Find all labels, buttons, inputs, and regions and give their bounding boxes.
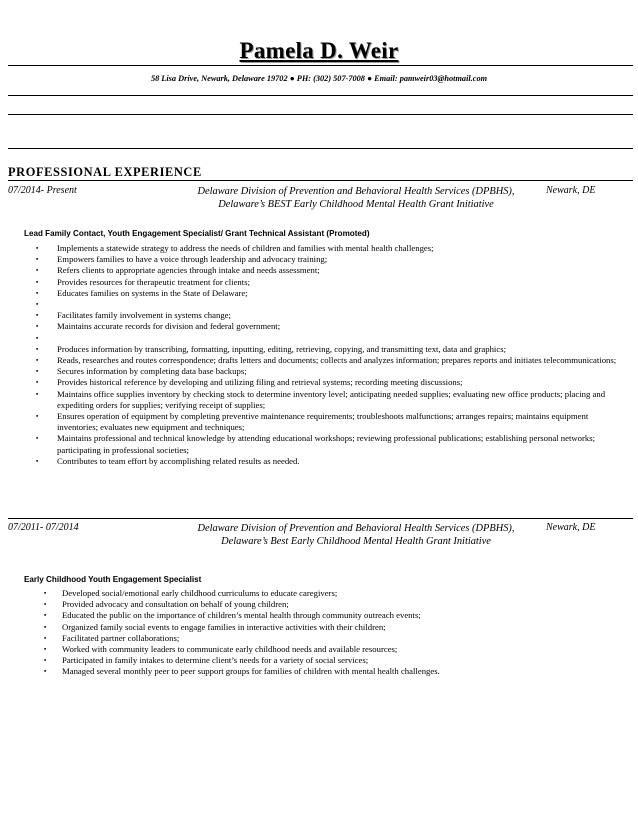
duty-item — [36, 276, 627, 288]
org-line: Delaware’s Best Early Childhood Mental Health Grant Initiative — [221, 535, 491, 547]
resume-name: Pamela D. Weir — [239, 38, 399, 63]
job-title: Lead Family Contact, Youth Engagement Specialist/ Grant Technical Assistant (Promoted) — [24, 229, 370, 238]
duty-item — [36, 254, 627, 265]
duty-text: Educates families on systems in the State of Delaware; — [57, 287, 248, 298]
job-organization — [160, 186, 552, 211]
job-duties-list — [36, 243, 627, 467]
section-rule — [8, 180, 633, 181]
header-rule — [8, 65, 633, 66]
job-title: Early Childhood Youth Engagement Specialist — [24, 575, 202, 584]
duty-item — [36, 433, 627, 455]
org-line: Delaware’s BEST Early Childhood Mental Health Grant Initiative — [218, 198, 494, 210]
duty-item — [36, 310, 627, 321]
duty-item — [36, 321, 627, 332]
duty-text: Refers clients to appropriate agencies through intake and needs assessment; — [57, 265, 320, 276]
bullet-icon: ▪ — [36, 345, 39, 353]
duty-text: Contributes to team effort by accomplishing related results as needed. — [57, 455, 300, 466]
bullet-icon: ▪ — [44, 590, 47, 597]
bullet-icon: ▪ — [36, 357, 39, 365]
duty-text: Maintains accurate records for division and federal government; — [57, 321, 281, 332]
bullet-icon: ▪ — [36, 245, 39, 252]
duty-item — [36, 287, 627, 299]
bullet-icon: ▪ — [36, 312, 39, 320]
bullet-icon: ▪ — [36, 334, 39, 342]
duty-item — [36, 455, 627, 467]
duty-text: Produces information by transcribing, formatting, inputting, editing, retrieving, copying, and transmitting text, data and graphics; — [57, 343, 507, 354]
duty-item — [36, 265, 627, 276]
duty-item — [44, 610, 602, 621]
duty-item — [44, 588, 602, 599]
bullet-icon: ▪ — [36, 256, 39, 264]
duty-text — [57, 333, 59, 343]
duty-item — [36, 333, 627, 344]
divider-line — [8, 518, 633, 519]
bullet-icon: ▪ — [36, 289, 39, 297]
duty-text — [57, 299, 59, 309]
divider-line — [8, 114, 633, 115]
duty-item — [44, 621, 602, 633]
job-organization — [160, 523, 552, 548]
duty-item — [36, 243, 627, 254]
duty-text: Provided advocacy and consultation on behalf of young children; — [62, 599, 289, 610]
duty-item — [44, 655, 602, 666]
bullet-icon: ▪ — [36, 413, 39, 421]
org-line: Delaware Division of Prevention and Behavioral Health Services (DPBHS), — [197, 186, 515, 197]
divider-line — [8, 95, 633, 96]
job-duties-list — [44, 588, 602, 678]
job-dates: 07/2011- 07/2014 — [8, 522, 79, 533]
bullet-icon: ▪ — [36, 323, 39, 331]
duty-item — [36, 388, 627, 411]
duty-item — [44, 632, 602, 644]
duty-text: Organized family social events to engage families in interactive activities with their children; — [62, 621, 386, 632]
duty-text: Provides resources for therapeutic treatment for clients; — [57, 276, 250, 287]
duty-text: Facilitates family involvement in systems change; — [57, 310, 231, 321]
bullet-icon: ▪ — [44, 601, 47, 609]
bullet-icon: ▪ — [44, 612, 47, 620]
duty-item — [36, 366, 627, 377]
bullet-icon: ▪ — [36, 278, 39, 286]
duty-text: Secures information by completing data base backups; — [57, 366, 247, 377]
duty-text: Empowers families to have a voice through leadership and advocacy training; — [57, 254, 328, 265]
duty-item — [36, 343, 627, 355]
bullet-icon: ▪ — [44, 668, 47, 676]
org-line: Delaware Division of Prevention and Behavioral Health Services (DPBHS), — [197, 523, 515, 534]
duty-text: Maintains office supplies inventory by checking stock to determine inventory level; anticipating needed supplies; evaluating new office products; placing and expediting orders for supplies; verifying receipt of supplies; — [57, 388, 606, 410]
duty-item — [36, 299, 627, 310]
divider-line — [8, 148, 633, 149]
duty-item — [36, 355, 627, 366]
bullet-icon: ▪ — [44, 646, 47, 654]
job-location: Newark, DE — [546, 522, 596, 533]
duty-item — [44, 644, 602, 655]
bullet-icon: ▪ — [36, 457, 39, 465]
duty-text: Reads, researches and routes correspondence; drafts letters and documents; collects and analyzes information; prepares reports and initiates telecommunications; — [57, 355, 617, 366]
contact-line: 58 Lisa Drive, Newark, Delaware 19702 ● PH: (302) 507-7008 ● Email: pamweir03@hotmail.com — [150, 74, 488, 83]
duty-text: Ensures operation of equipment by completing preventive maintenance requirements; troubleshoots malfunctions; arranges repairs; maintains equipment inventories; evaluates new equipment and techniques; — [57, 411, 589, 433]
duty-item — [36, 377, 627, 388]
job-dates: 07/2014- Present — [8, 185, 77, 196]
bullet-icon: ▪ — [36, 301, 39, 309]
duty-text: Participated in family intakes to determine client’s needs for a variety of social services; — [62, 655, 369, 666]
duty-text: Facilitated partner collaborations; — [62, 632, 180, 643]
duty-text: Maintains professional and technical knowledge by attending educational workshops; reviewing professional publications; establishing personal networks; participating in professional societies; — [57, 433, 596, 455]
duty-item — [36, 411, 627, 433]
bullet-icon: ▪ — [36, 379, 39, 387]
bullet-icon: ▪ — [36, 390, 39, 398]
duty-text: Educated the public on the importance of children’s mental health through community outreach events; — [62, 610, 421, 621]
duty-text: Managed several monthly peer to peer support groups for families of children with mental health challenges. — [62, 666, 440, 677]
bullet-icon: ▪ — [44, 657, 47, 665]
duty-text: Provides historical reference by developing and utilizing filing and retrieval systems; recording meeting discussions; — [57, 377, 463, 388]
bullet-icon: ▪ — [36, 267, 39, 275]
duty-item — [44, 599, 602, 610]
section-title: PROFESSIONAL EXPERIENCE — [8, 165, 202, 179]
bullet-icon: ▪ — [44, 634, 47, 642]
duty-text: Implements a statewide strategy to address the needs of children and families with mental health challenges; — [57, 243, 434, 253]
bullet-icon: ▪ — [44, 623, 47, 631]
bullet-icon: ▪ — [36, 368, 39, 376]
duty-text: Developed social/emotional early childhood curriculums to educate caregivers; — [62, 588, 338, 598]
duty-text: Worked with community leaders to communicate early childhood needs and available resources; — [62, 644, 398, 655]
duty-item — [44, 666, 602, 677]
bullet-icon: ▪ — [36, 435, 39, 443]
job-location: Newark, DE — [546, 185, 596, 196]
